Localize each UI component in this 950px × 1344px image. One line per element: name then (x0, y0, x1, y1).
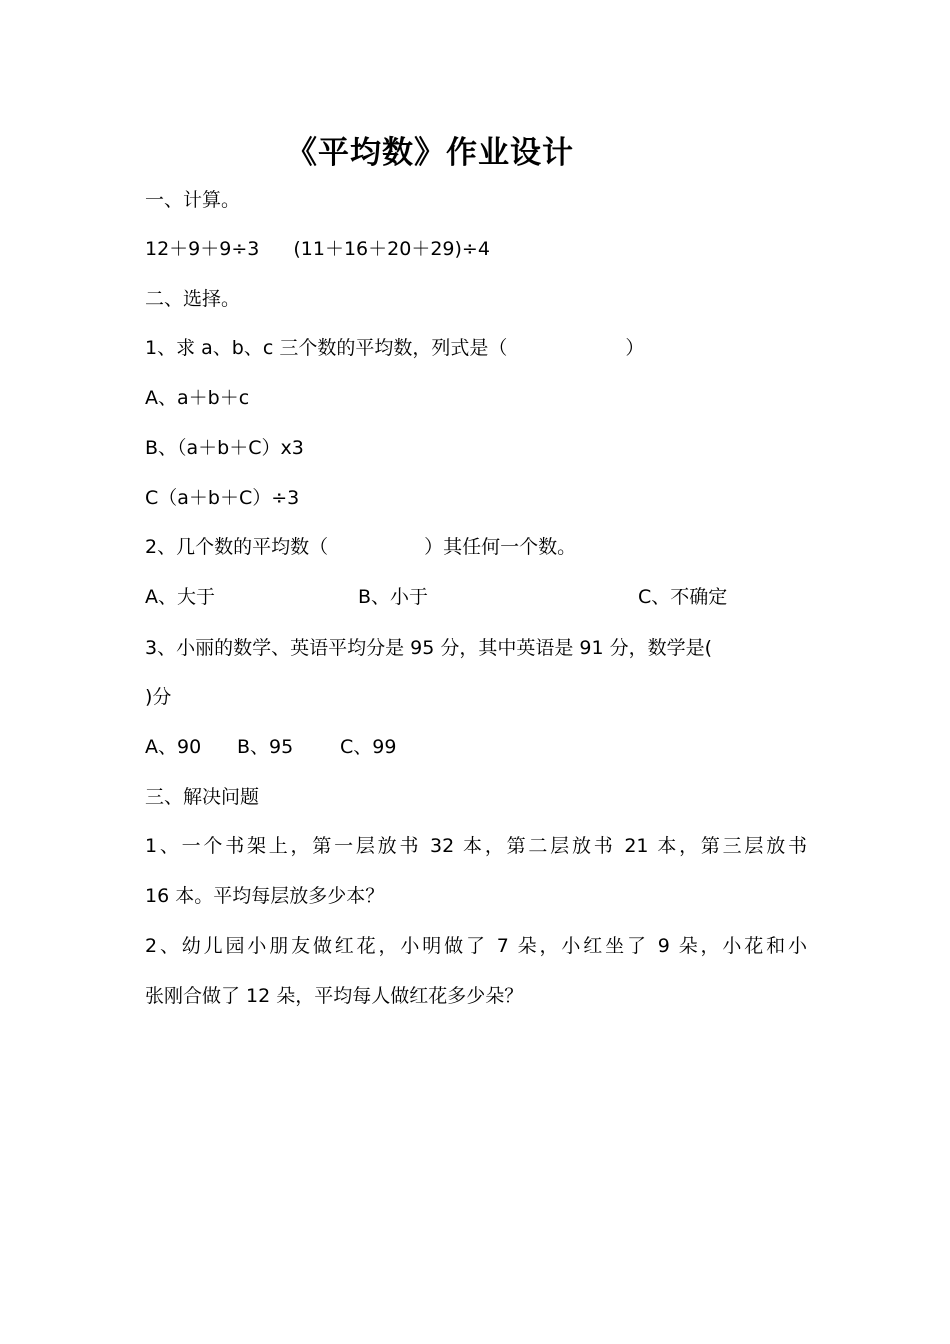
q3-stem-line2: )分 (145, 686, 172, 708)
problem2-line1: 2、幼儿园小朋友做红花，小明做了 7 朵，小红坐了 9 朵，小花和小 (145, 935, 807, 957)
q1-stem: 1、求 a、b、c 三个数的平均数，列式是（ (145, 337, 508, 359)
q3-option-c: C、99 (340, 736, 397, 758)
problem1-line1: 1、一个书架上，第一层放书 32 本，第二层放书 21 本，第三层放书 (145, 835, 807, 857)
q1-option-a: A、a＋b＋c (145, 387, 250, 409)
calc-expression-2: (11＋16＋20＋29)÷4 (293, 238, 490, 260)
document-title: 《平均数》作业设计 (286, 135, 574, 171)
q1-option-b: B、（a＋b＋C）x3 (145, 437, 304, 459)
section3-heading: 三、解决问题 (145, 786, 260, 808)
calc-expression-1: 12＋9＋9÷3 (145, 238, 260, 260)
section1-heading: 一、计算。 (145, 189, 241, 211)
q3-option-a: A、90 (145, 736, 202, 758)
q2-option-b: B、小于 (358, 586, 429, 608)
q1-stem-row (145, 333, 644, 363)
q2-stem-row (145, 532, 576, 562)
q2-stem: 2、几个数的平均数（ (145, 536, 329, 558)
section2-heading: 二、选择。 (145, 288, 241, 310)
problem2-line2: 张刚合做了 12 朵，平均每人做红花多少朵？ (145, 985, 524, 1007)
problem1-line2: 16 本。平均每层放多少本？ (145, 885, 385, 907)
q2-option-a: A、大于 (145, 586, 215, 608)
q1-close-paren: ） (625, 337, 645, 359)
q3-option-b: B、95 (237, 736, 294, 758)
q3-stem-line1: 3、小丽的数学、英语平均分是 95 分，其中英语是 91 分，数学是( (145, 637, 713, 659)
q1-option-c: C（a＋b＋C）÷3 (145, 487, 300, 509)
q2-stem-tail: ）其任何一个数。 (424, 536, 577, 558)
q2-option-c: C、不确定 (638, 586, 728, 608)
calc-row (145, 234, 490, 264)
